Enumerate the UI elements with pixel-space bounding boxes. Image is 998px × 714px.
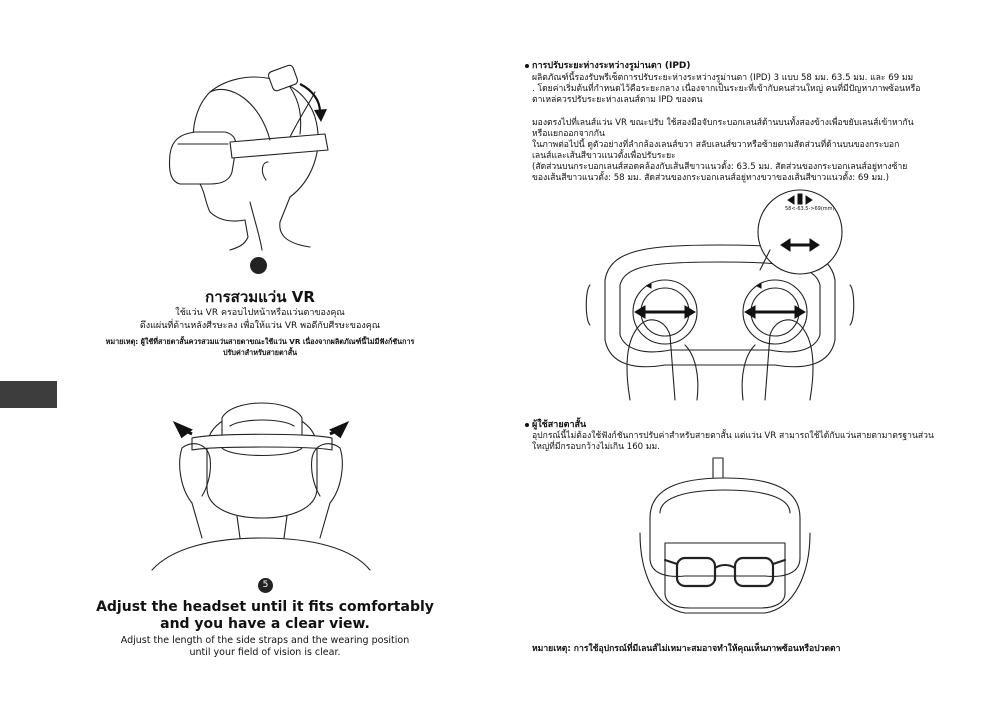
arrow-right-icon [330, 424, 346, 436]
final-note: หมายเหตุ: การใช้อุปกรณ์ที่มีเลนส์ไม่เหมาะสมอาจทำให้คุณเห็นภาพซ้อนหรือปวดตา [532, 644, 841, 654]
ipd-paragraph-2-line-1: มองตรงไปที่เลนส์แว่น VR ขณะปรับ ใช้สองมือจับกระบอกเลนส์ด้านบนทั้งสองข้างเพื่อขยับเลนส์เข้าหากัน [532, 118, 914, 128]
section-tab [0, 381, 57, 408]
adjust-title-line-2: and you have a clear view. [160, 616, 370, 632]
wear-note-line-1: หมายเหตุ: ผู้ใช้ที่สายตาสั้นควรสวมแว่นสายตาขณะใช้แว่น VR เนื่องจากผลิตภัณฑ์นี้ไม่มีฟังก์ชันการ [105, 337, 415, 346]
ipd-paragraph-1-line-3: ตาเหล่ควรปรับระยะห่างเลนส์ตาม IPD ของตน [532, 95, 703, 105]
ipd-scale-label: 58<-63.5->69(mm) [785, 206, 835, 212]
arrow-left-icon [176, 424, 192, 436]
step-number-badge: 5 [258, 578, 273, 593]
myopia-paragraph-line-2: ใหญ่ที่มีกรอบกว้างไม่เกิน 160 มม. [532, 442, 660, 452]
ipd-paragraph-2-line-4: เลนส์และเส้นสีขาวแนวตั้งเพื่อปรับระยะ [532, 151, 676, 161]
ipd-paragraph-1-line-2: . โดยค่าเริ่มต้นที่กำหนดไว้คือระยะกลาง เนื่องจากเป็นระยะที่เข้ากับคนส่วนใหญ่ คนที่มีปัญหาภาพซ้อนหรือ [532, 84, 921, 94]
ipd-paragraph-2-line-2: หรือแยกออกจากกัน [532, 129, 605, 139]
bullet-dot-icon [525, 64, 529, 68]
illustration-back-straps [152, 378, 370, 570]
ipd-paragraph-2-line-3: ในภาพต่อไปนี้ ดูตัวอย่างที่ลำกล้องเลนส์ขวา สลับเลนส์ขวาหรือซ้ายตามสัดส่วนที่ด้านบนของกระบอก [532, 140, 900, 150]
ipd-paragraph-1-line-1: ผลิตภัณฑ์นี้รองรับพรีเซ็ตการปรับระยะห่างระหว่างรูม่านตา (IPD) 3 แบบ 58 มม. 63.5 มม. และ 69 มม [532, 73, 914, 83]
adjust-title-line-1: Adjust the headset until it fits comfortably [96, 599, 434, 615]
wear-body-line-2: ดึงแผ่นที่ด้านหลังศีรษะลง เพื่อให้แว่น VR พอดีกับศีรษะของคุณ [139, 321, 381, 331]
illustration-headset-glasses [635, 458, 815, 618]
illustration-ipd-adjust [585, 190, 855, 400]
illustration-head-headset [150, 62, 370, 252]
wear-body-line-1: ใช้แว่น VR ครอบไปหน้าหรือแว่นตาของคุณ [175, 308, 345, 318]
curved-arrow-icon [300, 84, 327, 122]
adjust-body-line-2: until your field of vision is clear. [189, 647, 341, 658]
ipd-paragraph-2-line-5: (สัดส่วนบนกระบอกเลนส์สอดคล้องกับเส้นสีขาวแนวตั้ง: 63.5 มม. สัดส่วนของกระบอกเลนส์อยู่ทางซ้าย [532, 162, 908, 172]
myopia-paragraph-line-1: อุปกรณ์นี้ไม่ต้องใช้ฟังก์ชันการปรับค่าสำหรับสายตาสั้น แต่แว่น VR สามารถใช้ได้กับแว่นสายตามาตรฐานส่วน [532, 431, 934, 441]
wear-title: การสวมแว่น VR [205, 288, 315, 306]
bullet-dot-icon [525, 423, 529, 427]
adjust-body-line-1: Adjust the length of the side straps and the wearing position [120, 635, 410, 646]
myopia-heading: ผู้ใช้สายตาสั้น [532, 420, 587, 430]
ipd-heading: การปรับระยะห่างระหว่างรูม่านตา (IPD) [532, 61, 691, 71]
ipd-paragraph-2-line-6: ของเส้นสีขาวแนวตั้ง: 58 มม. สัดส่วนของกระบอกเลนส์อยู่ทางขวาของเส้นสีขาวแนวตั้ง: 69 มม.) [532, 173, 889, 183]
wear-note-line-2: ปรับค่าสำหรับสายตาสั้น [222, 348, 298, 357]
step-dot-blank [250, 257, 267, 274]
